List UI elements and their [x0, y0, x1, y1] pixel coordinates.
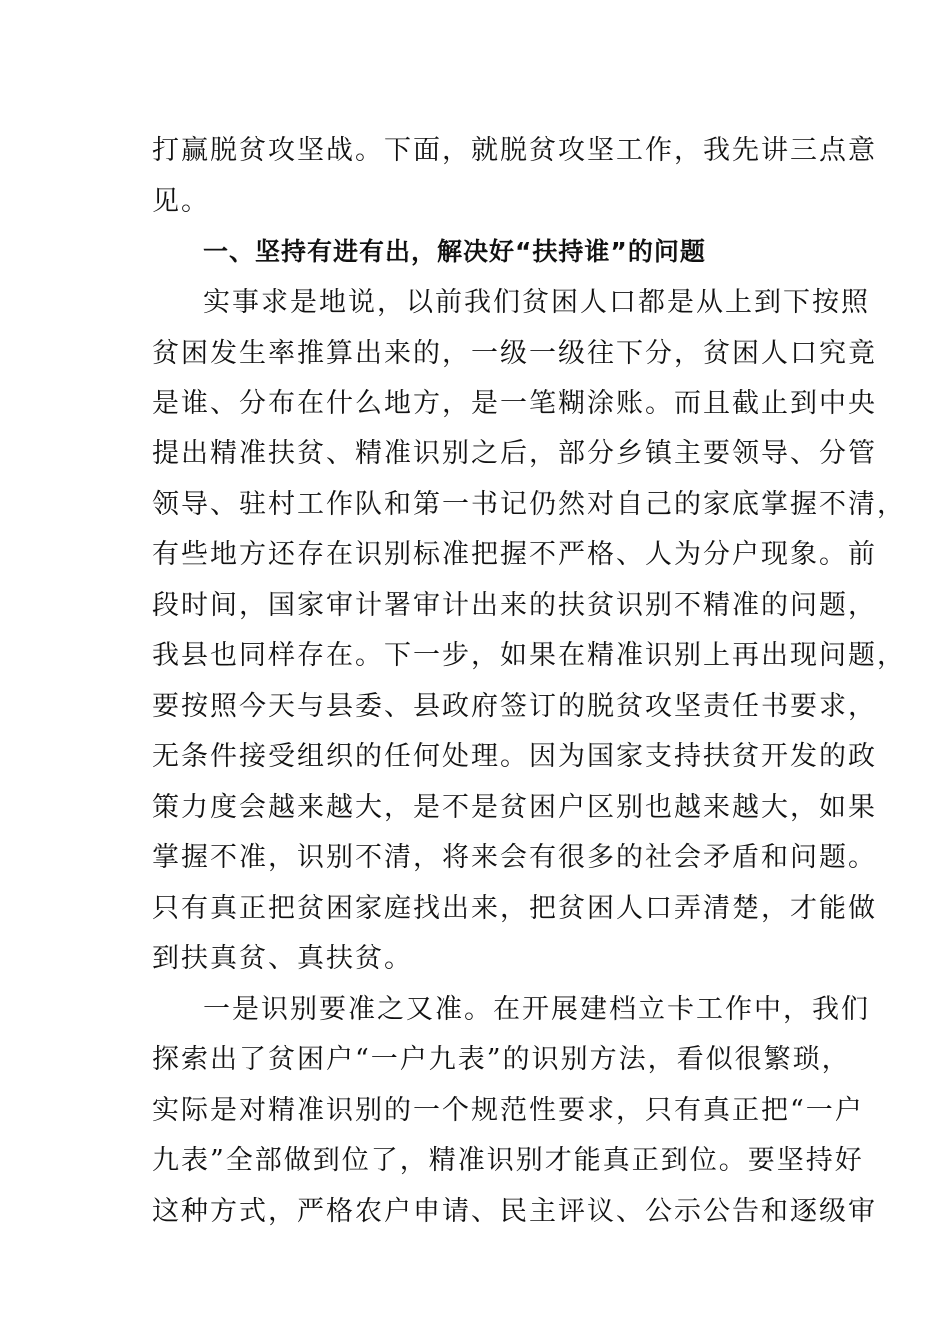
paragraph-1-line-1: 实事求是地说，以前我们贫困人口都是从上到下按照: [203, 287, 870, 318]
intro-line-2: 见。: [152, 186, 210, 217]
paragraph-2-line-5: 这种方式，严格农户申请、民主评议、公示公告和逐级审: [152, 1196, 877, 1227]
paragraph-1-line-12: 掌握不准，识别不清，将来会有很多的社会矛盾和问题。: [152, 842, 877, 873]
paragraph-1-line-3: 是谁、分布在什么地方，是一笔糊涂账。而且截止到中央: [152, 388, 877, 419]
paragraph-1-line-2: 贫困发生率推算出来的，一级一级往下分，贫困人口究竟: [152, 338, 877, 369]
paragraph-1-line-14: 到扶真贫、真扶贫。: [152, 943, 413, 974]
intro-line-1: 打赢脱贫攻坚战。下面，就脱贫攻坚工作，我先讲三点意: [152, 135, 877, 166]
paragraph-2-line-3: 实际是对精准识别的一个规范性要求，只有真正把“一户: [152, 1095, 864, 1126]
paragraph-1-line-11: 策力度会越来越大，是不是贫困户区别也越来越大，如果: [152, 792, 877, 823]
paragraph-1-line-5: 领导、驻村工作队和第一书记仍然对自己的家底掌握不清，: [152, 489, 906, 520]
paragraph-2-line-1: 一是识别要准之又准。在开展建档立卡工作中，我们: [203, 994, 870, 1025]
paragraph-1-line-8: 我县也同样存在。下一步，如果在精准识别上再出现问题，: [152, 640, 906, 671]
paragraph-1-line-10: 无条件接受组织的任何处理。因为国家支持扶贫开发的政: [152, 741, 877, 772]
paragraph-2-line-2: 探索出了贫困户“一户九表”的识别方法，看似很繁琐，: [152, 1044, 851, 1075]
paragraph-1-line-6: 有些地方还存在识别标准把握不严格、人为分户现象。前: [152, 539, 877, 570]
paragraph-1-line-4: 提出精准扶贫、精准识别之后，部分乡镇主要领导、分管: [152, 438, 877, 469]
paragraph-1-line-9: 要按照今天与县委、县政府签订的脱贫攻坚责任书要求，: [152, 691, 877, 722]
paragraph-2-line-4: 九表”全部做到位了，精准识别才能真正到位。要坚持好: [152, 1145, 864, 1176]
paragraph-1-line-7: 段时间，国家审计署审计出来的扶贫识别不精准的问题，: [152, 590, 877, 621]
paragraph-1-line-13: 只有真正把贫困家庭找出来，把贫困人口弄清楚，才能做: [152, 893, 877, 924]
section-heading: 一、坚持有进有出，解决好“扶持谁”的问题: [203, 237, 706, 266]
